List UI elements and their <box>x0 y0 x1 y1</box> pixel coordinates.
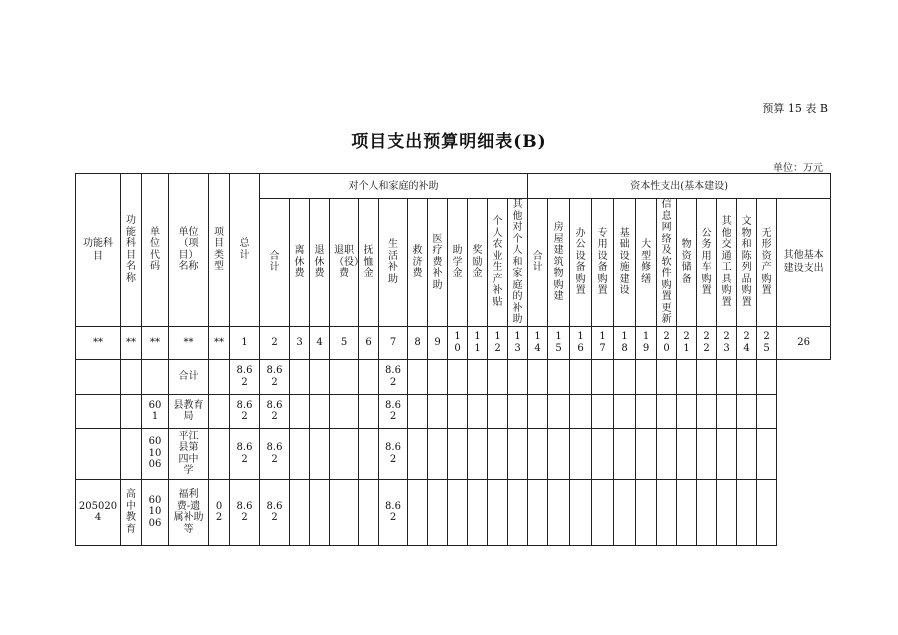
index-cell: ** <box>76 326 121 359</box>
col-infrastructure: 基础设施建设 <box>614 199 636 327</box>
cell-unit-code: 601 <box>142 394 169 428</box>
index-cell: 20 <box>657 326 677 359</box>
index-cell: ** <box>121 326 142 359</box>
col-it-network: 信息网络及软件购置更新 <box>657 199 677 327</box>
col-intangible: 无形资产购置 <box>757 199 777 327</box>
col-other-vehicle: 其他交通工具购置 <box>717 199 737 327</box>
col-resignation: 退职（役）费 <box>330 199 359 327</box>
col-retirement-li: 离休费 <box>290 199 310 327</box>
cell-total: 8.62 <box>230 428 260 479</box>
col-other-construction: 其他基本建设支出 <box>777 199 831 327</box>
col-building: 房屋建筑物购建 <box>548 199 570 327</box>
index-cell: 5 <box>330 326 359 359</box>
cell-func-code: 2050204 <box>76 479 121 545</box>
index-cell: ** <box>169 326 209 359</box>
cell-personal-total: 8.62 <box>260 359 290 394</box>
index-cell: 2 <box>260 326 290 359</box>
index-cell: ** <box>209 326 230 359</box>
cell-func-name <box>121 394 142 428</box>
col-award: 奖励金 <box>468 199 488 327</box>
cell-func-code <box>76 359 121 394</box>
budget-table <box>75 173 831 546</box>
cell-unit-code <box>142 359 169 394</box>
cell-personal-total: 8.62 <box>260 428 290 479</box>
index-cell: 14 <box>528 326 548 359</box>
index-cell: 10 <box>448 326 468 359</box>
cell-personal-total: 8.62 <box>260 394 290 428</box>
col-medical: 医疗费补助 <box>428 199 448 327</box>
header-row-groups <box>76 174 831 199</box>
cell-func-name <box>121 359 142 394</box>
col-office-equip: 办公设备购置 <box>570 199 592 327</box>
col-living-subsidy: 生活补助 <box>379 199 408 327</box>
col-unit-name: 单位（项目）名称 <box>169 174 209 327</box>
cell-proj-type <box>209 359 230 394</box>
index-cell: 15 <box>548 326 570 359</box>
table-row <box>76 428 831 479</box>
index-cell: 13 <box>508 326 528 359</box>
col-cultural-relics: 文物和陈列品购置 <box>737 199 757 327</box>
cell-total: 8.62 <box>230 394 260 428</box>
index-cell: 25 <box>757 326 777 359</box>
cell-unit-name: 县教育局 <box>169 394 209 428</box>
cell-func-name <box>121 428 142 479</box>
index-cell: 4 <box>310 326 330 359</box>
cell-unit-name: 合计 <box>169 359 209 394</box>
col-major-repair: 大型修缮 <box>636 199 657 327</box>
group-personal: 对个人和家庭的补助 <box>260 174 528 199</box>
cell-living-subsidy: 8.62 <box>379 428 408 479</box>
col-total: 总计 <box>230 174 260 327</box>
index-cell: 1 <box>230 326 260 359</box>
col-relief: 救济费 <box>408 199 428 327</box>
col-proj-type: 项目类型 <box>209 174 230 327</box>
table-row <box>76 479 831 545</box>
col-scholarship: 助学金 <box>448 199 468 327</box>
form-number: 预算 15 表 B <box>762 102 828 115</box>
index-cell: 6 <box>359 326 379 359</box>
index-cell: 19 <box>636 326 657 359</box>
index-cell: 26 <box>777 326 831 359</box>
cell-living-subsidy: 8.62 <box>379 394 408 428</box>
index-cell: 12 <box>488 326 508 359</box>
cell-total: 8.62 <box>230 359 260 394</box>
col-other-personal: 其他对个人和家庭的补助 <box>508 199 528 327</box>
index-cell: 16 <box>570 326 592 359</box>
index-cell: 22 <box>697 326 717 359</box>
cell-unit-name: 福利费-遗属补助等 <box>169 479 209 545</box>
cell-func-code <box>76 428 121 479</box>
index-cell: 11 <box>468 326 488 359</box>
col-retirement-tui: 退休费 <box>310 199 330 327</box>
index-cell: 17 <box>592 326 614 359</box>
cell-unit-code: 601006 <box>142 428 169 479</box>
col-capital-total: 合计 <box>528 199 548 327</box>
index-cell: 8 <box>408 326 428 359</box>
table-row <box>76 359 831 394</box>
cell-func-code <box>76 394 121 428</box>
col-func-code: 功能科目 <box>76 174 121 327</box>
index-cell: 21 <box>677 326 697 359</box>
col-reserves: 物资储备 <box>677 199 697 327</box>
col-special-equip: 专用设备购置 <box>592 199 614 327</box>
col-personal-total: 合计 <box>260 199 290 327</box>
index-cell: 23 <box>717 326 737 359</box>
col-agri-subsidy: 个人农业生产补贴 <box>488 199 508 327</box>
index-cell: 18 <box>614 326 636 359</box>
group-capital: 资本性支出(基本建设) <box>528 174 831 199</box>
col-func-name: 功能科目名称 <box>121 174 142 327</box>
cell-personal-total: 8.62 <box>260 479 290 545</box>
cell-living-subsidy: 8.62 <box>379 479 408 545</box>
cell-total: 8.62 <box>230 479 260 545</box>
col-pension: 抚恤金 <box>359 199 379 327</box>
col-official-car: 公务用车购置 <box>697 199 717 327</box>
cell-proj-type: 02 <box>209 479 230 545</box>
cell-proj-type <box>209 394 230 428</box>
unit-label: 单位：万元 <box>773 163 823 174</box>
index-row <box>76 326 831 359</box>
cell-unit-name: 平江县第四中学 <box>169 428 209 479</box>
index-cell: 3 <box>290 326 310 359</box>
cell-unit-code: 601006 <box>142 479 169 545</box>
cell-living-subsidy: 8.62 <box>379 359 408 394</box>
cell-func-name: 高中教育 <box>121 479 142 545</box>
page-title: 项目支出预算明细表(B) <box>351 132 547 152</box>
col-unit-code: 单位代码 <box>142 174 169 327</box>
index-cell: 24 <box>737 326 757 359</box>
index-cell: ** <box>142 326 169 359</box>
cell-proj-type <box>209 428 230 479</box>
index-cell: 9 <box>428 326 448 359</box>
table-row <box>76 394 831 428</box>
index-cell: 7 <box>379 326 408 359</box>
